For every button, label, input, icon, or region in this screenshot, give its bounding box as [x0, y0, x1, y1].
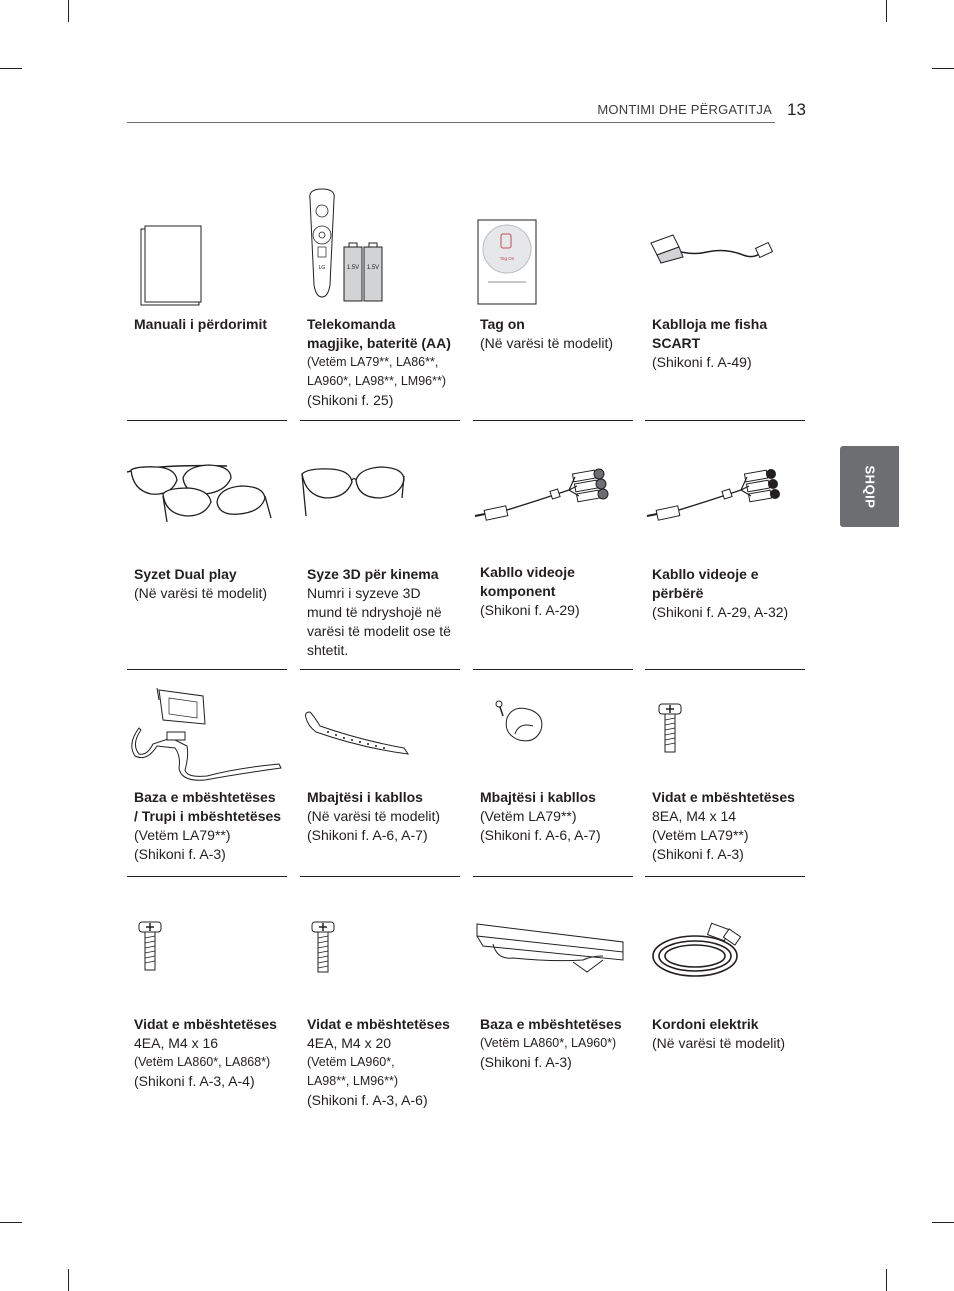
- item-title: Kordoni elektrik: [652, 1016, 759, 1032]
- item-title: komponent: [480, 583, 556, 599]
- component-cable-icon: [473, 450, 633, 540]
- remote-batteries-icon: [300, 185, 460, 310]
- item-reference: (Shikoni f. A-6, A-7): [307, 827, 428, 843]
- item-title: Baza e mbështetëses: [134, 789, 276, 805]
- divider: [645, 669, 805, 670]
- divider: [473, 669, 633, 670]
- item-note: mund të ndryshojë në: [307, 604, 442, 620]
- item-note: LA960*, LA98**, LM96**): [307, 374, 446, 388]
- dual-play-glasses-icon: [127, 450, 287, 540]
- item-reference: (Shikoni f. A-3): [480, 1054, 572, 1070]
- item-title: / Trupi i mbështetëses: [134, 808, 282, 824]
- composite-cable-icon: [645, 450, 805, 540]
- item-note: (Vetëm LA79**): [134, 827, 231, 843]
- divider: [473, 876, 633, 877]
- crop-mark: [932, 1222, 954, 1223]
- tag-on-label: Tag On: [499, 256, 515, 261]
- scart-cable-icon: [645, 185, 805, 310]
- cable-holder-clip-icon: [473, 682, 633, 782]
- divider: [127, 876, 287, 877]
- item-reference: (Shikoni f. A-29): [480, 602, 580, 618]
- item-title: Kabllo videoje: [480, 564, 575, 580]
- crop-mark: [68, 1269, 69, 1291]
- item-note: (Vetëm LA79**): [480, 808, 577, 824]
- item-title: Baza e mbështetëses: [480, 1016, 622, 1032]
- item-title: Vidat e mbështetëses: [307, 1016, 450, 1032]
- cable-holder-strap-icon: [300, 682, 460, 782]
- item-note: LA98**, LM96**): [307, 1074, 399, 1088]
- stand-base-icon: [473, 910, 633, 1010]
- screw-icon: [645, 682, 805, 782]
- item-title: Mbajtësi i kabllos: [480, 789, 596, 805]
- screw-icon: [300, 910, 460, 1010]
- item-note: (Vetëm LA960*,: [307, 1055, 395, 1069]
- divider: [645, 876, 805, 877]
- screw-icon: [127, 910, 287, 1010]
- item-note: varësi të modelit ose të: [307, 623, 451, 639]
- divider: [300, 420, 460, 421]
- item-note: (Vetëm LA860*, LA868*): [134, 1055, 271, 1069]
- divider: [473, 420, 633, 421]
- item-note: (Vetëm LA860*, LA960*): [480, 1036, 617, 1050]
- item-reference: (Shikoni f. A-29, A-32): [652, 604, 789, 620]
- page-number: 13: [787, 100, 806, 119]
- section-title: MONTIMI DHE PËRGATITJA: [597, 102, 772, 117]
- item-title: përbërë: [652, 585, 704, 601]
- crop-mark: [0, 68, 22, 69]
- item-spec: 8EA, M4 x 14: [652, 808, 737, 824]
- cinema-3d-glasses-icon: [300, 450, 460, 540]
- header-rule: [127, 122, 775, 123]
- item-note: Numri i syzeve 3D: [307, 585, 421, 601]
- language-tab: [840, 446, 899, 527]
- crop-mark: [886, 0, 887, 22]
- item-title: magjike, bateritë (AA): [307, 335, 451, 351]
- item-note: (Vetëm LA79**): [652, 827, 749, 843]
- crop-mark: [932, 68, 954, 69]
- divider: [127, 420, 287, 421]
- item-title: Mbajtësi i kabllos: [307, 789, 423, 805]
- item-note: (Në varësi të modelit): [307, 808, 441, 824]
- item-title: Telekomanda: [307, 316, 396, 332]
- crop-mark: [68, 0, 69, 22]
- battery-label: 1.5V: [346, 265, 360, 271]
- stand-base-body-icon: [127, 682, 287, 782]
- remote-logo: LG: [318, 265, 326, 271]
- item-title: Vidat e mbështetëses: [652, 789, 795, 805]
- item-reference: (Shikoni f. A-3): [652, 846, 744, 862]
- divider: [300, 876, 460, 877]
- divider: [300, 669, 460, 670]
- item-title: Manuali i përdorimit: [134, 316, 268, 332]
- item-reference: (Shikoni f. A-6, A-7): [480, 827, 601, 843]
- item-reference: (Shikoni f. A-3, A-4): [134, 1073, 255, 1089]
- manual-icon: [127, 185, 287, 310]
- item-title: Kablloja me fisha: [652, 316, 768, 332]
- crop-mark: [0, 1222, 22, 1223]
- item-note: (Vetëm LA79**, LA86**,: [307, 355, 439, 369]
- divider: [645, 420, 805, 421]
- divider: [127, 669, 287, 670]
- item-title: Syzet Dual play: [134, 566, 237, 582]
- item-spec: 4EA, M4 x 16: [134, 1035, 219, 1051]
- item-title: Kabllo videoje e: [652, 566, 759, 582]
- item-reference: (Shikoni f. 25): [307, 392, 394, 408]
- language-tab-label: SHQIP: [862, 465, 877, 508]
- item-reference: (Shikoni f. A-3): [134, 846, 226, 862]
- tag-on-icon: [473, 185, 633, 310]
- item-note: (Në varësi të modelit): [480, 335, 614, 351]
- item-note: shtetit.: [307, 642, 349, 658]
- item-spec: 4EA, M4 x 20: [307, 1035, 392, 1051]
- item-note: (Në varësi të modelit): [134, 585, 268, 601]
- item-title: Vidat e mbështetëses: [134, 1016, 277, 1032]
- item-reference: (Shikoni f. A-49): [652, 354, 752, 370]
- battery-label: 1.5V: [366, 265, 380, 271]
- item-title: Syze 3D për kinema: [307, 566, 439, 582]
- item-title: Tag on: [480, 316, 525, 332]
- crop-mark: [886, 1269, 887, 1291]
- power-cord-icon: [645, 910, 805, 1010]
- item-title: SCART: [652, 335, 701, 351]
- item-reference: (Shikoni f. A-3, A-6): [307, 1092, 428, 1108]
- item-note: (Në varësi të modelit): [652, 1035, 786, 1051]
